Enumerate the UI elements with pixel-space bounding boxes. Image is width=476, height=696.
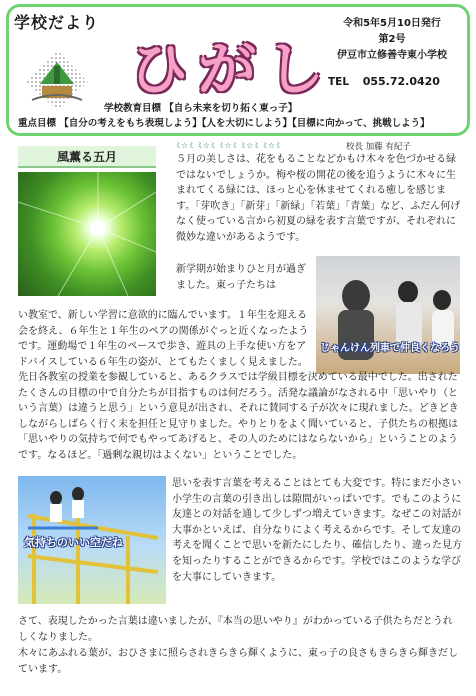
students-game-photo [316,256,460,374]
photo-caption-sky: 気持ちのいい空だね [24,536,123,549]
paragraph-may-green: ５月の美しさは、花をもることなどかもけ木々を色づかせる緑ではないでしょうか。梅や桜の開花の後を追うように木々に生まれてくる緑には、ほっと心を休ませてくれる癒しを感じます。「芽吹き」「新芽」「新緑」「若葉」「青葉」など、ふだん何げなく使っている言から初夏の緑を表す言葉ですが、それぞれに微妙な違いがあるようです。 [176,154,461,243]
paragraph-words: 思いを表す言葉を考えることはとても大変です。特にまだ小さい小学生の言葉の引き出しは隙間がいっぱいです。でもこのように友達との対話を通して少しずつ増えていきます。なぜこの対話が大事かといえば、自分なりによく考えるからです。そして友達の考えを聞くことで思いを新たにしたり、確信したり、違った見方を知ったりすることができるからです。学校ではこのような学びを大事にしていきます。 [172,478,462,583]
issue-number: 第2号 [378,34,406,45]
newsletter-title: ひがし [130,35,335,103]
issue-info [322,16,462,90]
paragraph-true-kindness: さて、表現したかった言葉は違いましたが、『本当の思いやり』がわかっている子供たちだとうれしくなりました。 [18,616,453,643]
playground-photo [18,476,166,604]
decorative-stars: ﾐ☆ﾐ ﾐ☆ﾐ ﾐ☆ﾐ ﾐ☆ﾐ ﾐ☆ﾐ [176,141,282,150]
school-emblem-icon [22,48,92,112]
green-leaves-photo [18,172,156,296]
paragraph-closing: 木々にあふれる葉が、おひさまに照らされきらきら輝くように、東っ子の良さもきらきら輝きだしています。 [18,648,458,675]
focus-goals: 重点目標 【自分の考えをもち表現しよう】【人を大切にしよう】【目標に向かって、挑戦しよう】 [18,118,430,129]
issue-date: 令和5年5月10日発行 [343,18,441,29]
paragraph-new-term-cont: い教室で、新しい学習に意欲的に臨んでいます。１年生を迎える会を終え、６年生と１年生のペアの関係がぐっと近くなったようです。運動場で１年生のペースで歩き、遊具の上手な使い方をアドバイスしている６年生の姿が、とてもたくましく見えました。 [18,310,309,368]
phone-number: 055.72.0420 [362,75,440,88]
education-goal: 学校教育目標 【自ら未来を切り拓く東っ子】 [104,103,298,114]
paragraph-class-goal: 先日各教室の授業を参観していると、あるクラスでは学級目標を決めている最中でした。出されたたくさんの目標の中で自分たちが目指すものは何だろう。活発な議論がなされる中「思いやり（という言葉）は違うと思う」という意見が出され、それに賛同する子が次々に現れました。どきどきしながらしばらく行く末を担任と見守りました。やりとりをよく聞いていると、子供たちの根拠は「思いやりの気持ちで何でもやってあげると、その人のためにはならないから」ということのようです。なるほど。「過剰な親切はよくない」ということでした。 [18,372,459,461]
author-byline: 校長 加藤 有紀子 [346,142,411,152]
section-title: 風薫る五月 [18,146,156,168]
students-silhouette-icon [316,256,460,374]
sunburst-icon [18,172,156,296]
paragraph-new-term-start: 新学期が始まりひと月が過ぎました。東っ子たちは [176,264,306,291]
phone-line [322,74,462,90]
photo-caption-game: じゃんけん列車で仲良くなろう [320,343,460,354]
phone-label: TEL [328,76,350,88]
school-name: 伊豆市立修善寺東小学校 [337,50,447,61]
newsletter-label: 学校だより [14,13,100,32]
